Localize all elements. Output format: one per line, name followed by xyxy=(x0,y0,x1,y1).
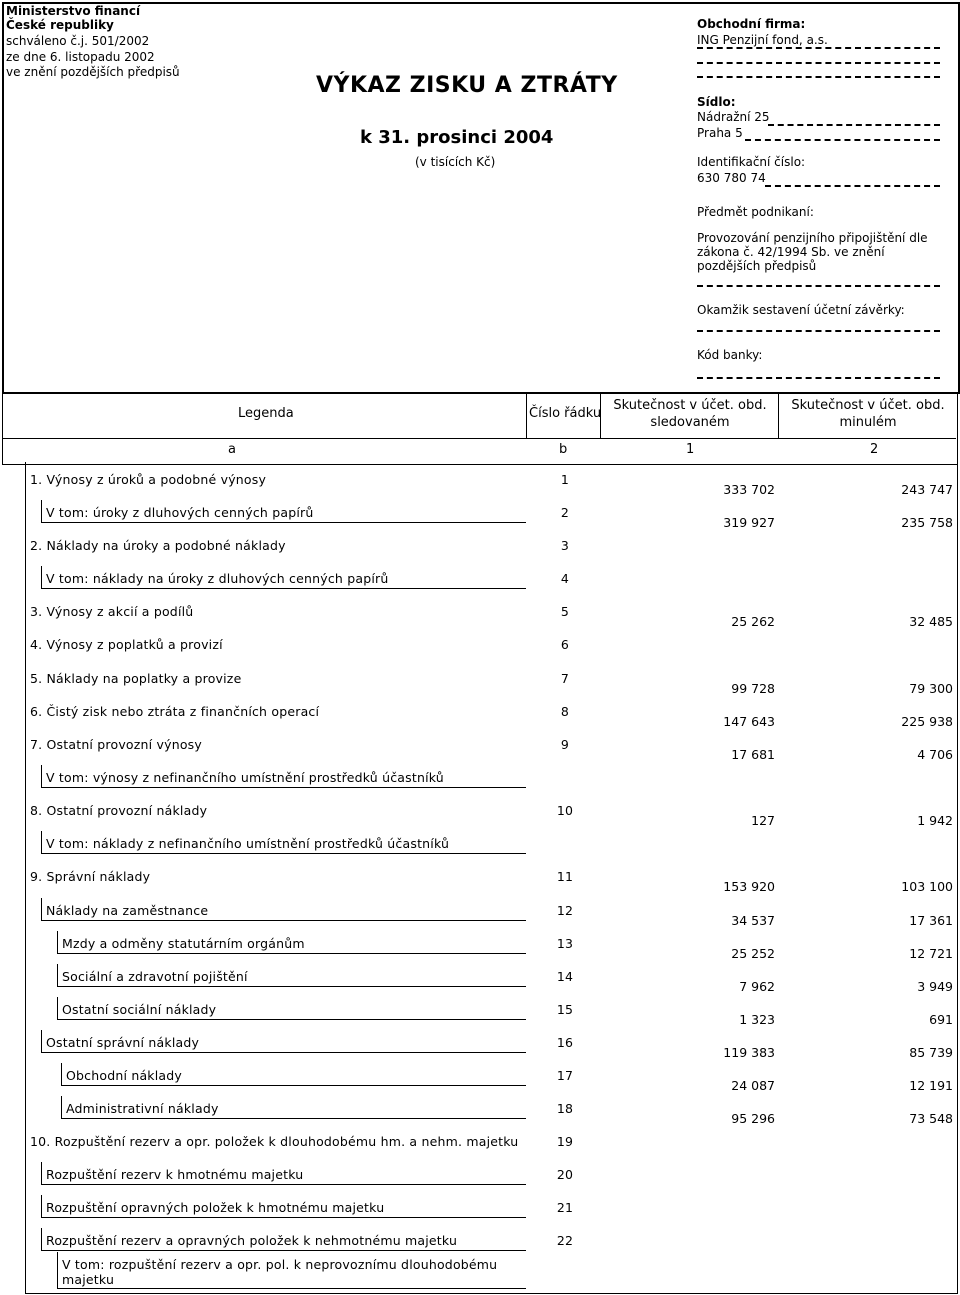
row-label: V tom: náklady na úroky z dluhových cenných papírů xyxy=(46,571,389,586)
value-current: 24 087 xyxy=(731,1078,775,1093)
report-title: VÝKAZ ZISKU A ZTRÁTY xyxy=(316,73,618,98)
col-letter-b: b xyxy=(559,442,568,457)
ministry-line-1: Ministerstvo financí xyxy=(6,4,141,18)
row-number: 10 xyxy=(556,803,574,818)
seat-label: Sídlo: xyxy=(697,95,736,109)
row-label: Rozpuštění rezerv k hmotnému majetku xyxy=(46,1167,304,1182)
row-label: V tom: výnosy z nefinančního umístnění prostředků účastníků xyxy=(46,770,444,785)
row-number: 14 xyxy=(556,969,574,984)
id-underline xyxy=(765,185,940,187)
business-underline xyxy=(697,285,940,287)
value-current: 1 323 xyxy=(739,1012,775,1027)
id-label: Identifikační číslo: xyxy=(697,155,806,169)
row-label: Náklady na zaměstnance xyxy=(46,903,209,918)
ministry-line-3: schváleno č.j. 501/2002 xyxy=(6,34,150,48)
row-label: Mzdy a odměny statutárním orgánům xyxy=(62,936,305,951)
seat-underline-1 xyxy=(768,124,940,126)
value-current: 25 262 xyxy=(731,614,775,629)
firm-underline-1 xyxy=(697,47,940,49)
row-number: 8 xyxy=(560,704,570,719)
col-number-1: 1 xyxy=(686,442,695,457)
value-prior: 12 721 xyxy=(909,946,953,961)
row-number: 7 xyxy=(560,671,570,686)
row-number: 4 xyxy=(560,571,570,586)
value-prior: 691 xyxy=(929,1012,953,1027)
row-number: 3 xyxy=(560,538,570,553)
header-legend: Legenda xyxy=(238,406,294,421)
row-number: 2 xyxy=(560,505,570,520)
row-label: 6. Čistý zisk nebo ztráta z finančních operací xyxy=(30,704,320,719)
row-number: 15 xyxy=(556,1002,574,1017)
row-label: 7. Ostatní provozní výnosy xyxy=(30,737,202,752)
value-current: 17 681 xyxy=(731,747,775,762)
row-label: 5. Náklady na poplatky a provize xyxy=(30,671,242,686)
seat-underline-2 xyxy=(745,139,940,141)
row-number: 5 xyxy=(560,604,570,619)
value-current: 25 252 xyxy=(731,946,775,961)
row-label: Ostatní správní náklady xyxy=(46,1035,200,1050)
row-label: 4. Výnosy z poplatků a provizí xyxy=(30,637,223,652)
value-prior: 235 758 xyxy=(901,515,953,530)
row-label: V tom: rozpuštění rezerv a opr. pol. k neprovoznímu dlouhodobému xyxy=(62,1257,498,1272)
row-label: Rozpuštění rezerv a opravných položek k nehmotnému majetku xyxy=(46,1233,458,1248)
row-label: Sociální a zdravotní pojištění xyxy=(62,969,248,984)
row-label: V tom: úroky z dluhových cenných papírů xyxy=(46,505,314,520)
id-value: 630 780 74 xyxy=(697,171,766,185)
col-number-2: 2 xyxy=(870,442,879,457)
header-row-no: Číslo řádku xyxy=(529,406,602,421)
row-label: 2. Náklady na úroky a podobné náklady xyxy=(30,538,286,553)
ministry-line-4: ze dne 6. listopadu 2002 xyxy=(6,50,155,64)
report-date: k 31. prosinci 2004 xyxy=(360,127,554,148)
value-current: 95 296 xyxy=(731,1111,775,1126)
row-label: Ostatní sociální náklady xyxy=(62,1002,217,1017)
row-number: 16 xyxy=(556,1035,574,1050)
value-prior: 79 300 xyxy=(909,681,953,696)
row-label: Obchodní náklady xyxy=(66,1068,183,1083)
row-number: 1 xyxy=(560,472,570,487)
firm-label: Obchodní firma: xyxy=(697,17,806,31)
value-prior: 4 706 xyxy=(917,747,953,762)
bank-underline xyxy=(697,377,940,379)
value-prior: 225 938 xyxy=(901,714,953,729)
col-letter-a: a xyxy=(228,442,236,457)
row-number: 9 xyxy=(560,737,570,752)
header-prior-1: Skutečnost v účet. obd. xyxy=(791,398,945,413)
row-label: 3. Výnosy z akcií a podílů xyxy=(30,604,194,619)
value-current: 333 702 xyxy=(723,482,775,497)
header-current-1: Skutečnost v účet. obd. xyxy=(613,398,767,413)
value-current: 119 383 xyxy=(723,1045,775,1060)
value-current: 7 962 xyxy=(739,979,775,994)
value-prior: 73 548 xyxy=(909,1111,953,1126)
value-prior: 32 485 xyxy=(909,614,953,629)
report-units: (v tisících Kč) xyxy=(415,155,496,169)
header-prior-2: minulém xyxy=(839,415,897,430)
firm-underline-2 xyxy=(697,62,940,64)
value-prior: 85 739 xyxy=(909,1045,953,1060)
row-number: 6 xyxy=(560,637,570,652)
firm-value: ING Penzijní fond, a.s. xyxy=(697,33,828,47)
header-row-divider xyxy=(2,438,956,439)
row-label: 8. Ostatní provozní náklady xyxy=(30,803,208,818)
value-current: 319 927 xyxy=(723,515,775,530)
value-prior: 12 191 xyxy=(909,1078,953,1093)
header-divider-3 xyxy=(778,394,779,438)
closing-underline xyxy=(697,330,940,332)
row-label: Rozpuštění opravných položek k hmotnému majetku xyxy=(46,1200,385,1215)
row-number: 13 xyxy=(556,936,574,951)
bank-label: Kód banky: xyxy=(697,348,763,362)
ministry-line-2: České republiky xyxy=(6,18,114,32)
firm-underline-3 xyxy=(697,76,940,78)
row-number: 20 xyxy=(556,1167,574,1182)
value-prior: 243 747 xyxy=(901,482,953,497)
row-number: 12 xyxy=(556,903,574,918)
row-label: majetku xyxy=(62,1272,115,1287)
row-number: 22 xyxy=(556,1233,574,1248)
value-prior: 103 100 xyxy=(901,879,953,894)
closing-label: Okamžik sestavení účetní závěrky: xyxy=(697,303,905,317)
row-label: 1. Výnosy z úroků a podobné výnosy xyxy=(30,472,267,487)
business-line-1: Provozování penzijního připojištění dle xyxy=(697,231,928,245)
value-current: 34 537 xyxy=(731,913,775,928)
business-line-2: zákona č. 42/1994 Sb. ve znění xyxy=(697,245,885,259)
business-line-3: pozdějších předpisů xyxy=(697,259,817,273)
value-prior: 17 361 xyxy=(909,913,953,928)
seat-line-2: Praha 5 xyxy=(697,126,743,140)
ministry-line-5: ve znění pozdějších předpisů xyxy=(6,65,180,79)
row-number: 17 xyxy=(556,1068,574,1083)
value-current: 153 920 xyxy=(723,879,775,894)
value-prior: 3 949 xyxy=(917,979,953,994)
row-number: 21 xyxy=(556,1200,574,1215)
seat-line-1: Nádražní 25 xyxy=(697,110,770,124)
value-current: 127 xyxy=(751,813,775,828)
header-current-2: sledovaném xyxy=(650,415,730,430)
row-number: 18 xyxy=(556,1101,574,1116)
business-label: Předmět podnikaní: xyxy=(697,205,814,219)
header-divider-1 xyxy=(526,394,527,438)
row-label: Administrativní náklady xyxy=(66,1101,219,1116)
row-label: V tom: náklady z nefinančního umístnění prostředků účastníků xyxy=(46,836,450,851)
value-prior: 1 942 xyxy=(917,813,953,828)
row-number: 11 xyxy=(556,869,574,884)
value-current: 99 728 xyxy=(731,681,775,696)
row-number: 19 xyxy=(556,1134,574,1149)
value-current: 147 643 xyxy=(723,714,775,729)
row-label: 9. Správní náklady xyxy=(30,869,151,884)
row-label: 10. Rozpuštění rezerv a opr. položek k dlouhodobému hm. a nehm. majetku xyxy=(30,1134,519,1149)
